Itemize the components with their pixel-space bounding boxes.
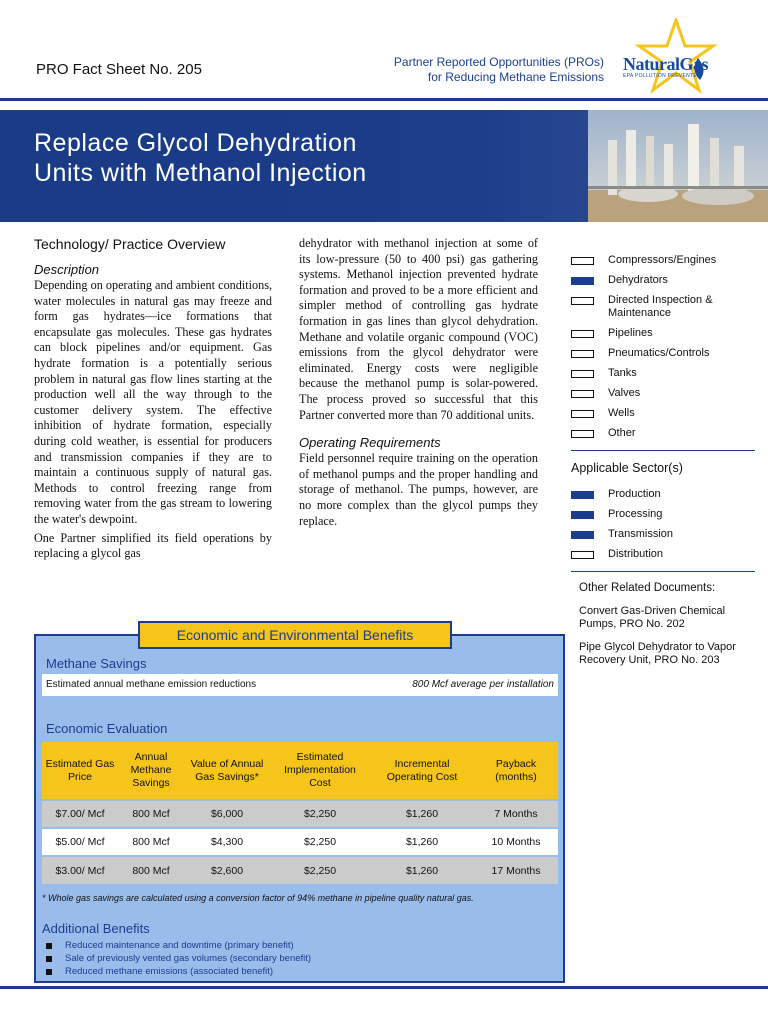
sidebar [571,254,755,677]
overview-left-column [34,236,272,565]
table-cell: $3.00/ Mcf [42,856,118,884]
list-item [46,965,311,978]
category-label: Other [608,427,636,439]
table-cell: 10 Months [474,828,558,856]
table-cell: $2,250 [270,856,370,884]
sector-label: Distribution [608,548,664,560]
category-directed-inspection [571,294,755,320]
table-cell: $7.00/ Mcf [42,800,118,828]
sidebar-divider [571,450,755,451]
sector-production [571,488,755,501]
column-header: Annual Methane Savings [118,742,184,800]
bullet-icon [46,943,52,949]
table-row [42,856,558,884]
natural-gas-star-logo [614,18,718,100]
checkbox-indicator [571,330,594,338]
category-wells [571,407,755,420]
checkbox-indicator [571,257,594,265]
category-list [571,254,755,440]
table-cell: 800 Mcf [118,856,184,884]
table-cell: 800 Mcf [118,828,184,856]
table-cell: $1,260 [370,856,474,884]
category-pneumatics [571,347,755,360]
checkbox-indicator [571,410,594,418]
table-cell: 17 Months [474,856,558,884]
related-document-link[interactable]: Pipe Glycol Dehydrator to Vapor Recovery Unit, PRO No. 203 [579,641,736,666]
fact-sheet-number: PRO Fact Sheet No. 205 [36,61,202,78]
sector-label: Production [608,488,661,500]
economic-evaluation-heading: Economic Evaluation [46,721,168,736]
title-line1: Replace Glycol Dehydration [34,129,357,157]
category-label: Directed Inspection & Maintenance [608,294,713,319]
logo-wordmark: NaturalGas [623,54,708,74]
methane-savings-row [42,674,558,696]
sectors-heading: Applicable Sector(s) [571,461,683,475]
description-heading: Description [34,262,100,277]
column-header: Value of Annual Gas Savings* [184,742,270,800]
title-line2: Units with Methanol Injection [34,159,367,187]
methane-savings-heading: Methane Savings [46,656,147,671]
gas-facility-photo [588,110,768,222]
additional-benefits-list [46,939,311,978]
description-paragraph-3: dehydrator with methanol injection at some of its low-pressure (50 to 400 psi) gas gathering systems. Methanol injection prevented hydrate formation and proved to be a more efficient and simpler method of controlling gas hydrate formation in gas lines than glycol dehydration. Methane and volatile organic compound (VOC) emissions from the glycol dehydrator were eliminated. Energy costs were negligible because the methanol pump is solar-powered. The process proved so successful that this Partner converted more than 70 additional units. [299,236,538,422]
list-item [46,952,311,965]
bullet-icon [46,969,52,975]
description-paragraph-2: One Partner simplified its field operations by replacing a glycol gas [34,530,272,561]
column-header: Incremental Operating Cost [370,742,474,800]
title-banner [0,110,768,222]
checkbox-indicator [571,551,594,559]
table-cell: $2,250 [270,800,370,828]
sector-list [571,488,755,561]
category-label: Pneumatics/Controls [608,347,710,359]
operating-requirements-heading: Operating Requirements [299,435,441,451]
sector-label: Processing [608,508,663,520]
checkbox-indicator [571,430,594,438]
methane-savings-value: 800 Mcf average per installation [412,679,554,690]
tagline-line1: Partner Reported Opportunities (PROs) [393,55,604,69]
description-paragraph-1: Depending on operating and ambient conditions, water molecules in natural gas may freeze and form gas hydrates—ice formations that encapsulate gas molecules. These gas hydrates can block pipelines and/or equipment. Gas hydrate formation is a potentially serious problem in natural gas flow lines starting at the production well all the way through to the customer delivery system. The effective inhibition of hydrate formation, especially during cold weather, is essential for producers and transmission companies if they are to maintain a continuous supply of natural gas. Methods to control freezing range from removing water from the gas stream to lowering the water's dewpoint. [34,278,272,526]
bottom-rule [0,986,768,989]
checkbox-indicator [571,350,594,358]
category-pipelines [571,327,755,340]
column-header: Estimated Implementation Cost [270,742,370,800]
category-label: Wells [608,407,635,419]
checkbox-indicator-checked [571,491,594,499]
category-dehydrators [571,274,755,287]
top-rule [0,98,768,101]
checkbox-indicator-checked [571,511,594,519]
methane-savings-label: Estimated annual methane emission reductions [46,679,257,690]
related-documents-heading: Other Related Documents: [579,582,716,594]
logo-subtitle: EPA POLLUTION PREVENTER [623,73,701,79]
benefit-text: Sale of previously vented gas volumes (secondary benefit) [65,953,312,964]
table-row [42,828,558,856]
related-document-link[interactable]: Convert Gas-Driven Chemical Pumps, PRO No. 202 [579,605,726,630]
bullet-icon [46,956,52,962]
sector-distribution [571,548,755,561]
category-label: Valves [608,387,641,399]
sidebar-divider [571,571,755,572]
tagline [394,55,604,85]
benefit-text: Reduced methane emissions (associated benefit) [65,966,274,977]
table-footnote: * Whole gas savings are calculated using a conversion factor of 94% methane in pipeline quality natural gas. [42,893,474,903]
operating-requirements-paragraph: Field personnel require training on the operation of methanol pumps and the proper handling and storage of methanol. The pumps, however, are no more complex than the glycol pumps they replace. [299,451,538,528]
additional-benefits-heading: Additional Benefits [42,921,150,936]
checkbox-indicator [571,370,594,378]
category-label: Compressors/Engines [608,254,717,266]
table-cell: $2,250 [270,828,370,856]
sector-transmission [571,528,755,541]
category-valves [571,387,755,400]
benefit-text: Reduced maintenance and downtime (primary benefit) [65,940,294,951]
economic-evaluation-table [42,742,558,884]
table-header-row [42,742,558,800]
table-cell: $1,260 [370,828,474,856]
benefits-title: Economic and Environmental Benefits [138,621,452,649]
checkbox-indicator [571,390,594,398]
category-label: Pipelines [608,327,653,339]
category-other [571,427,755,440]
table-cell: $6,000 [184,800,270,828]
overview-middle-column [299,236,538,541]
checkbox-indicator [571,297,594,305]
checkbox-indicator-checked [571,277,594,285]
page-title [34,128,367,188]
table-cell: $2,600 [184,856,270,884]
table-cell: $5.00/ Mcf [42,828,118,856]
category-compressors [571,254,755,267]
tagline-line2: for Reducing Methane Emissions [427,70,604,84]
overview-heading: Technology/ Practice Overview [34,236,226,252]
category-label: Tanks [608,367,637,379]
table-cell: 800 Mcf [118,800,184,828]
checkbox-indicator-checked [571,531,594,539]
sector-processing [571,508,755,521]
column-header: Estimated Gas Price [42,742,118,800]
table-cell: 7 Months [474,800,558,828]
table-cell: $4,300 [184,828,270,856]
table-cell: $1,260 [370,800,474,828]
sector-label: Transmission [608,528,673,540]
category-tanks [571,367,755,380]
category-label: Dehydrators [608,274,668,286]
table-row [42,800,558,828]
column-header: Payback (months) [474,742,558,800]
list-item [46,939,311,952]
